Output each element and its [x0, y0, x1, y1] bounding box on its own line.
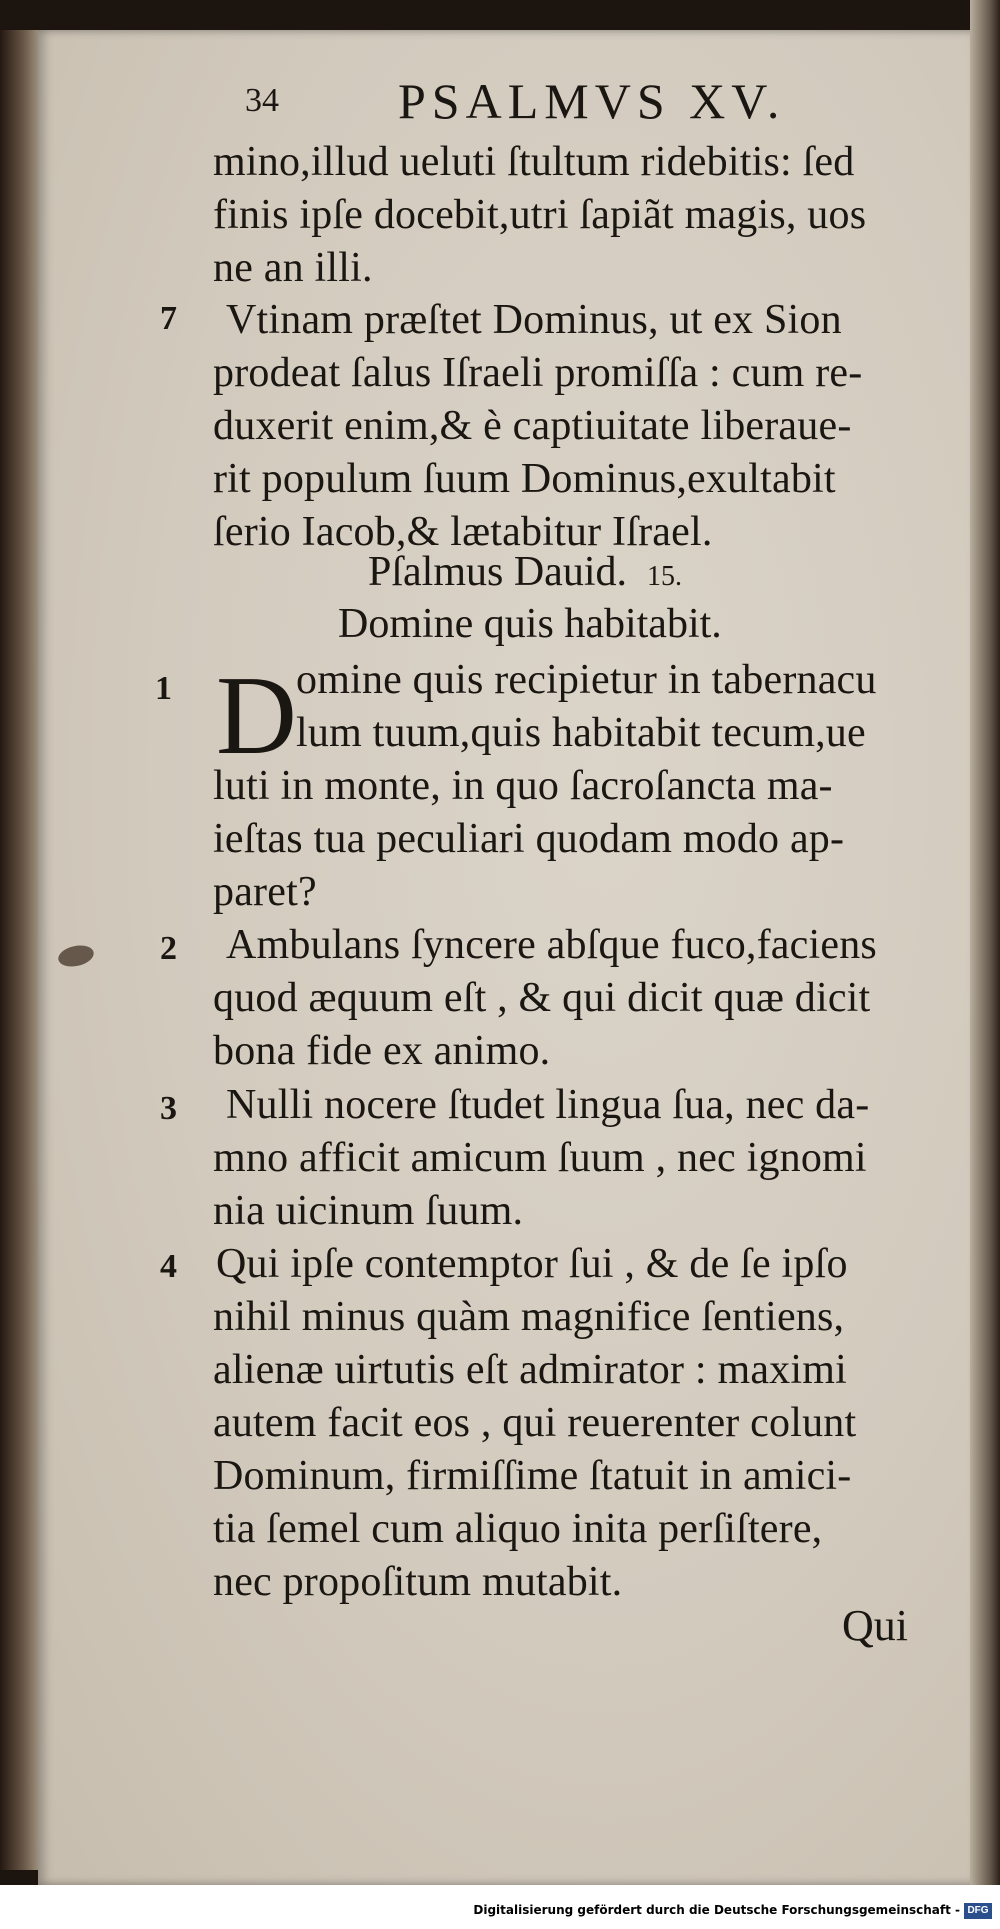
text-line: Qui ipſe contemptor ſui , & de ſe ipſo — [216, 1241, 848, 1287]
text-line: luti in monte, in quo ſacroſancta ma- — [213, 763, 833, 809]
text-line: Dominum, firmiſſime ſtatuit in amici- — [213, 1453, 852, 1499]
drop-cap: D — [216, 654, 297, 778]
text-line: duxerit enim,& è captiuitate liberaue- — [213, 403, 852, 449]
psalm-incipit: Domine quis habitabit. — [338, 601, 722, 647]
text-line: mino,illud ueluti ſtultum ridebitis: ſed — [213, 139, 855, 185]
text-line: omine quis recipietur in tabernacu — [296, 657, 877, 703]
verse-number: 2 — [160, 930, 177, 967]
book-spine-edge — [0, 30, 40, 1870]
text-line: ieſtas tua peculiari quodam modo ap- — [213, 816, 845, 862]
footer-credit: Digitalisierung gefördert durch die Deutsche Forschungsgemeinschaft - — [473, 1903, 960, 1917]
text-line: alienæ uirtutis eſt admirator : maximi — [213, 1347, 847, 1393]
psalm-title-text: Pſalmus Dauid. — [368, 549, 627, 595]
text-line: nec propoſitum mutabit. — [213, 1559, 623, 1605]
page-number: 34 — [245, 82, 279, 119]
verse-number: 3 — [160, 1090, 177, 1127]
running-header: PSALMVS XV. — [398, 73, 786, 129]
text-line: mno afficit amicum ſuum , nec ignomi — [213, 1135, 867, 1181]
text-line: finis ipſe docebit,utri ſapiãt magis, uos — [213, 192, 867, 238]
text-line: tia ſemel cum aliquo inita perſiſtere, — [213, 1506, 823, 1552]
verse-number: 1 — [155, 670, 172, 707]
text-line: autem facit eos , qui reuerenter colunt — [213, 1400, 857, 1446]
book-right-edge — [970, 0, 1000, 1929]
text-line: ne an illi. — [213, 245, 373, 291]
dfg-logo: DFG — [964, 1903, 992, 1919]
psalm-title — [368, 548, 682, 596]
text-line: rit populum ſuum Dominus,exultabit — [213, 456, 836, 502]
text-line: Vtinam præſtet Dominus, ut ex Sion — [226, 297, 842, 343]
catchword: Qui — [842, 1601, 908, 1650]
verse-number: 4 — [160, 1248, 177, 1285]
text-line: nihil minus quàm magnifice ſentiens, — [213, 1294, 845, 1340]
text-line: nia uicinum ſuum. — [213, 1188, 524, 1234]
text-line: prodeat ſalus Iſraeli promiſſa : cum re- — [213, 350, 863, 396]
text-line: lum tuum,quis habitabit tecum,ue — [296, 710, 866, 756]
text-line: paret? — [213, 869, 317, 915]
verse-number: 7 — [160, 300, 177, 337]
text-line: quod æquum eſt , & qui dicit quæ dicit — [213, 975, 871, 1021]
text-line: bona fide ex animo. — [213, 1028, 551, 1074]
text-line: Ambulans ſyncere abſque fuco,faciens — [226, 922, 877, 968]
text-line: ſerio Iacob,& lætabitur Iſrael. — [213, 509, 713, 555]
digitization-footer — [0, 1885, 1000, 1929]
psalm-number: 15. — [647, 561, 682, 592]
text-line: Nulli nocere ſtudet lingua ſua, nec da- — [226, 1082, 870, 1128]
